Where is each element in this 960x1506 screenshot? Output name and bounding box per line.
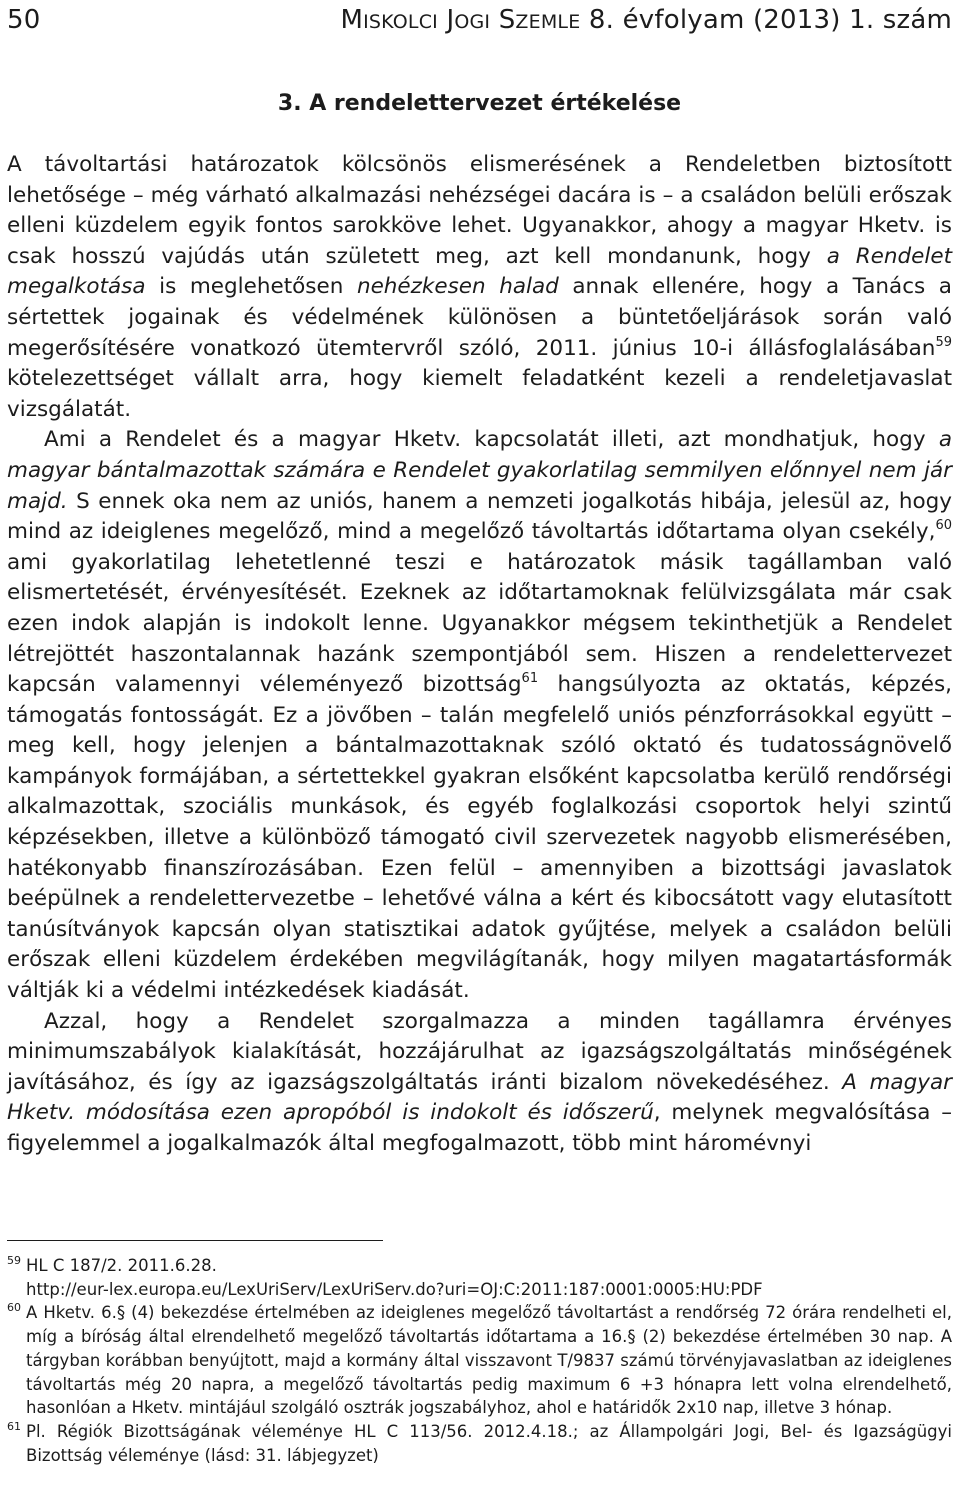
footnote-ref-59[interactable]: 59	[935, 334, 952, 350]
page-header	[7, 2, 952, 38]
footnote-text: A Hketv. 6.§ (4) bekezdése értelmében az ideiglenes megelőző távoltartást a rendőrség 72 órára rendelheti el, míg a bíróság által elrendelhető megelőző távoltartás időtartama a 16.§ (2) bekezdése értelmében 30 nap. A tárgyban korábban benyújtott, majd a kormány által visszavont T/9837 számú törvényjavaslatban az ideiglenes távoltartás még 20 napra, a megelőző távoltartás pedig maximum 6 +3 hónapra lett volna elrendelhető, hasonlóan a Hketv. mintájául szolgáló osztrák jogszabályhoz, ahol e határidők 2x10 nap, illetve 3 hónap.	[26, 1303, 952, 1418]
footnote-60	[7, 1301, 952, 1420]
footnote-separator	[7, 1240, 383, 1241]
paragraph-3: Azzal, hogy a Rendelet szorgalmazza a minden tagállamra érvényes minimumszabályok kialakítását, hozzájárulhat az igazságszolgáltatás minőségének javításához, és így az igazságszolgáltatás iránti bizalom növekedéséhez. A magyar Hketv. módosítása ezen apropóból is indokolt és időszerű, melynek megvalósítása – figyelemmel a jogalkalmazók által megfogalmazott, több mint háromévnyi	[7, 1008, 953, 1156]
footnote-ref-61[interactable]: 61	[521, 671, 539, 687]
footnote-61	[7, 1420, 952, 1467]
journal-name: MISKOLCI JOGI SZEMLE 8. évfolyam (2013) 1. szám	[340, 5, 952, 35]
footnote-59	[7, 1254, 952, 1301]
footnotes	[7, 1254, 952, 1467]
body-text	[7, 150, 952, 1160]
journal-volume: 8. évfolyam (2013) 1. szám	[588, 5, 952, 35]
footnote-text: Pl. Régiók Bizottságának véleménye HL C 113/56. 2012.4.18.; az Állampolgári Jogi, Bel- és Igazságügyi Bizottság véleménye (lásd: 31. lábjegyzet)	[26, 1421, 952, 1465]
footnote-ref-60[interactable]: 60	[935, 518, 952, 534]
page-number: 50	[7, 5, 41, 35]
section-title: 3. A rendelettervezet értékelése	[277, 91, 682, 116]
footnote-text: HL C 187/2. 2011.6.28.	[26, 1256, 217, 1275]
footnote-url[interactable]: http://eur-lex.europa.eu/LexUriServ/LexUriServ.do?uri=OJ:C:2011:187:0001:0005:HU:PDF	[26, 1279, 763, 1299]
footnote-number: 61	[7, 1419, 21, 1433]
footnote-number: 60	[7, 1301, 21, 1315]
paragraph-1: A távoltartási határozatok kölcsönös elismerésének a Rendeletben biztosított lehetősége – még várható alkalmazási nehézségei dacára is – a családon belüli erőszak elleni küzdelem egyik fontos sarokköve lehet. Ugyanakkor, ahogy a magyar Hketv. is csak hosszú vajúdás után született meg, azt kell mondanunk, hogy a Rendelet megalkotása is meglehetősen nehézkesen halad annak ellenére, hogy a Tanács a sértettek jogainak és védelmének különösen a büntetőeljárások során való megerősítésére vonatkozó ütemtervről szóló, 2011. június 10-i állásfoglalásában$^{59}$ kötelezettséget vállalt arra, hogy kiemelt feladatként kezeli a rendeletjavaslat vizsgálatát.	[7, 152, 953, 422]
paragraph-2: Ami a Rendelet és a magyar Hketv. kapcsolatát illeti, azt mondhatjuk, hogy a magyar bántalmazottak számára e Rendelet gyakorlatilag semmilyen előnnyel nem jár majd. S ennek oka nem az uniós, hanem a nemzeti jogalkotás hibája, jelesül az, hogy mind az ideiglenes megelőző, mind a megelőző távoltartás időtartama olyan csekély,$^{60}$ ami gyakorlatilag lehetetlenné teszi e határozatok másik tagállamban való elismertetését, érvényesítését. Ezeknek az időtartamoknak felülvizsgálata már csak ezen indok alapján is indokolt lenne. Ugyanakkor mégsem tekinthetjük a Rendelet létrejöttét haszontalannak hazánk szempontjából sem. Hiszen a rendelettervezet kapcsán valamennyi véleményező bizottság$^{61}$ hangsúlyozta az oktatás, képzés, támogatás fontosságát. Ez a jövőben – talán megfelelő uniós pénzforrásokkal együtt – meg kell, hogy jelenjen a bántalmazottaknak szóló oktató és tudatosságnövelő kampányok formájában, a sértettekkel gyakran elsőként kapcsolatba kerülő rendőrségi alkalmazottak, szociális munkások, és egyéb foglalkozási csoportok helyi szintű képzésekben, illetve a különböző támogató civil szervezetek nagyobb elismerésében, hatékonyabb finanszírozásában. Ezen felül – amennyiben a bizottsági javaslatok beépülnek a rendelettervezetbe – lehetővé válna a kért és kibocsátott vagy elutasított tanúsítványok kapcsán olyan statisztikai adatok gyűjtése, melyek a családon belüli erőszak elleni küzdelem érdekében megvilágítanák, hogy milyen magatartásformák váltják ki a védelmi intézkedések kiadását.	[7, 427, 952, 1004]
footnote-number: 59	[7, 1254, 21, 1267]
